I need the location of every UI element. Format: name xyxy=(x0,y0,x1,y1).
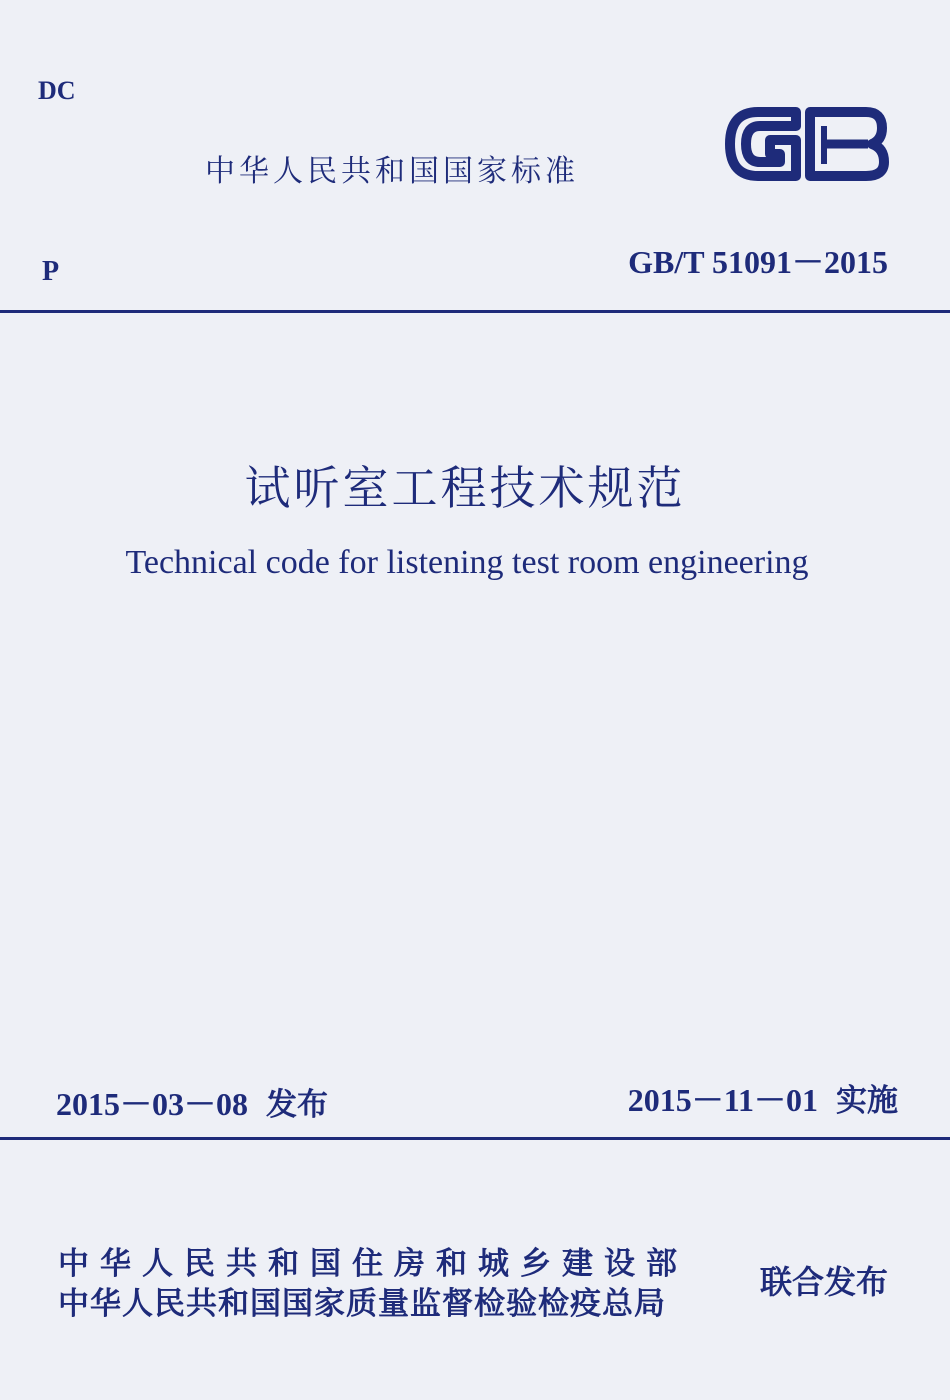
implement-date: 2015－11－01 xyxy=(627,1082,818,1118)
dc-code: DC xyxy=(38,76,76,105)
bottom-divider xyxy=(0,1137,950,1140)
implement-date-block xyxy=(628,1080,898,1121)
standard-number: GB/T 51091－2015 xyxy=(628,244,888,280)
category-code: P xyxy=(42,256,60,287)
issue-label: 发布 xyxy=(266,1087,329,1123)
top-divider xyxy=(0,310,950,313)
implement-label: 实施 xyxy=(836,1083,898,1119)
national-standard-heading: 中华人民共和国国家标准 xyxy=(205,154,579,189)
gb-logo xyxy=(716,96,892,192)
publisher-aqsiq: 中华人民共和国国家质量监督检验检疫总局 xyxy=(58,1286,666,1322)
issue-date-block xyxy=(56,1084,328,1125)
joint-publish-label: 联合发布 xyxy=(760,1263,889,1301)
publisher-ministry: 中华人民共和国住房和城乡建设部 xyxy=(58,1246,688,1282)
issue-date: 2015－03－08 xyxy=(56,1086,249,1122)
title-chinese: 试听室工程技术规范 xyxy=(244,461,686,515)
title-english: Technical code for listening test room engineering xyxy=(125,544,809,581)
